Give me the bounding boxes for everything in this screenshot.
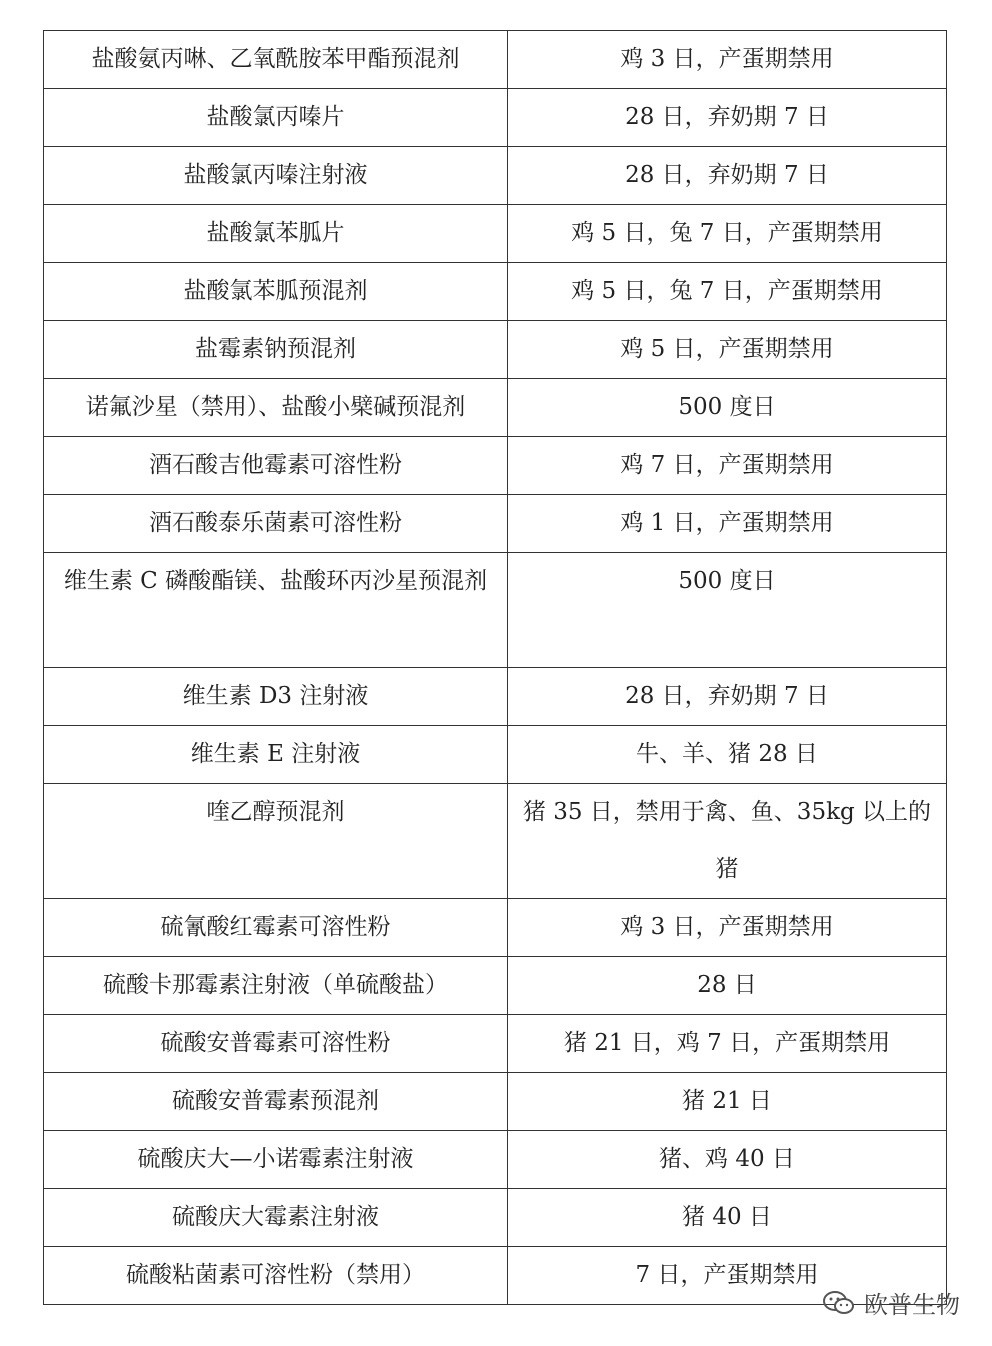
table-row <box>44 1131 947 1189</box>
withdrawal-period-cell: 鸡 1 日，产蛋期禁用 <box>508 495 947 553</box>
withdrawal-period-cell: 28 日，弃奶期 7 日 <box>508 668 947 726</box>
table-row <box>44 668 947 726</box>
drug-name-cell: 硫酸卡那霉素注射液（单硫酸盐） <box>44 957 508 1015</box>
drug-name-cell: 维生素 E 注射液 <box>44 726 508 784</box>
drug-withdrawal-table-container <box>43 30 946 1305</box>
table-row <box>44 1073 947 1131</box>
drug-name-cell: 盐酸氯苯胍片 <box>44 205 508 263</box>
drug-name-cell: 盐酸氯丙嗪片 <box>44 89 508 147</box>
table-row <box>44 379 947 437</box>
table-row <box>44 1247 947 1305</box>
withdrawal-period-cell: 500 度日 <box>508 553 947 668</box>
drug-name-cell: 喹乙醇预混剂 <box>44 784 508 899</box>
table-row <box>44 321 947 379</box>
drug-name-cell: 维生素 D3 注射液 <box>44 668 508 726</box>
withdrawal-period-cell: 鸡 3 日，产蛋期禁用 <box>508 899 947 957</box>
drug-name-cell: 硫酸庆大—小诺霉素注射液 <box>44 1131 508 1189</box>
table-row <box>44 89 947 147</box>
drug-name-cell: 盐酸氯苯胍预混剂 <box>44 263 508 321</box>
table-row <box>44 784 947 899</box>
withdrawal-period-cell: 鸡 7 日，产蛋期禁用 <box>508 437 947 495</box>
table-row <box>44 1015 947 1073</box>
withdrawal-period-cell: 28 日，弃奶期 7 日 <box>508 147 947 205</box>
watermark <box>822 1285 960 1320</box>
drug-name-cell: 酒石酸吉他霉素可溶性粉 <box>44 437 508 495</box>
drug-name-cell: 硫氰酸红霉素可溶性粉 <box>44 899 508 957</box>
withdrawal-period-cell: 猪 35 日，禁用于禽、鱼、35kg 以上的猪 <box>508 784 947 899</box>
withdrawal-period-cell: 鸡 3 日，产蛋期禁用 <box>508 31 947 89</box>
table-row <box>44 553 947 668</box>
table-row <box>44 147 947 205</box>
table-row <box>44 726 947 784</box>
table-row <box>44 899 947 957</box>
drug-name-cell: 酒石酸泰乐菌素可溶性粉 <box>44 495 508 553</box>
table-row <box>44 205 947 263</box>
table-row <box>44 263 947 321</box>
table-row <box>44 1189 947 1247</box>
withdrawal-period-cell: 7 日，产蛋期禁用 <box>508 1247 947 1305</box>
wechat-official-account-icon <box>822 1289 856 1317</box>
drug-name-cell: 硫酸庆大霉素注射液 <box>44 1189 508 1247</box>
drug-withdrawal-table <box>43 30 947 1305</box>
drug-name-cell: 维生素 C 磷酸酯镁、盐酸环丙沙星预混剂 <box>44 553 508 668</box>
withdrawal-period-cell: 28 日，弃奶期 7 日 <box>508 89 947 147</box>
withdrawal-period-cell: 猪 40 日 <box>508 1189 947 1247</box>
watermark-text: 欧普生物 <box>864 1291 960 1319</box>
drug-name-cell: 盐酸氨丙啉、乙氧酰胺苯甲酯预混剂 <box>44 31 508 89</box>
withdrawal-period-cell: 牛、羊、猪 28 日 <box>508 726 947 784</box>
drug-name-cell: 硫酸粘菌素可溶性粉（禁用） <box>44 1247 508 1305</box>
withdrawal-period-cell: 28 日 <box>508 957 947 1015</box>
withdrawal-period-cell: 猪 21 日 <box>508 1073 947 1131</box>
drug-name-cell: 诺氟沙星（禁用）、盐酸小檗碱预混剂 <box>44 379 508 437</box>
withdrawal-period-cell: 猪、鸡 40 日 <box>508 1131 947 1189</box>
withdrawal-period-cell: 鸡 5 日，兔 7 日，产蛋期禁用 <box>508 263 947 321</box>
table-row <box>44 957 947 1015</box>
withdrawal-period-cell: 猪 21 日，鸡 7 日，产蛋期禁用 <box>508 1015 947 1073</box>
table-row <box>44 31 947 89</box>
table-row <box>44 437 947 495</box>
table-row <box>44 495 947 553</box>
withdrawal-period-cell: 鸡 5 日，产蛋期禁用 <box>508 321 947 379</box>
withdrawal-period-cell: 500 度日 <box>508 379 947 437</box>
drug-name-cell: 硫酸安普霉素可溶性粉 <box>44 1015 508 1073</box>
withdrawal-period-cell: 鸡 5 日，兔 7 日，产蛋期禁用 <box>508 205 947 263</box>
drug-name-cell: 硫酸安普霉素预混剂 <box>44 1073 508 1131</box>
drug-name-cell: 盐酸氯丙嗪注射液 <box>44 147 508 205</box>
drug-name-cell: 盐霉素钠预混剂 <box>44 321 508 379</box>
